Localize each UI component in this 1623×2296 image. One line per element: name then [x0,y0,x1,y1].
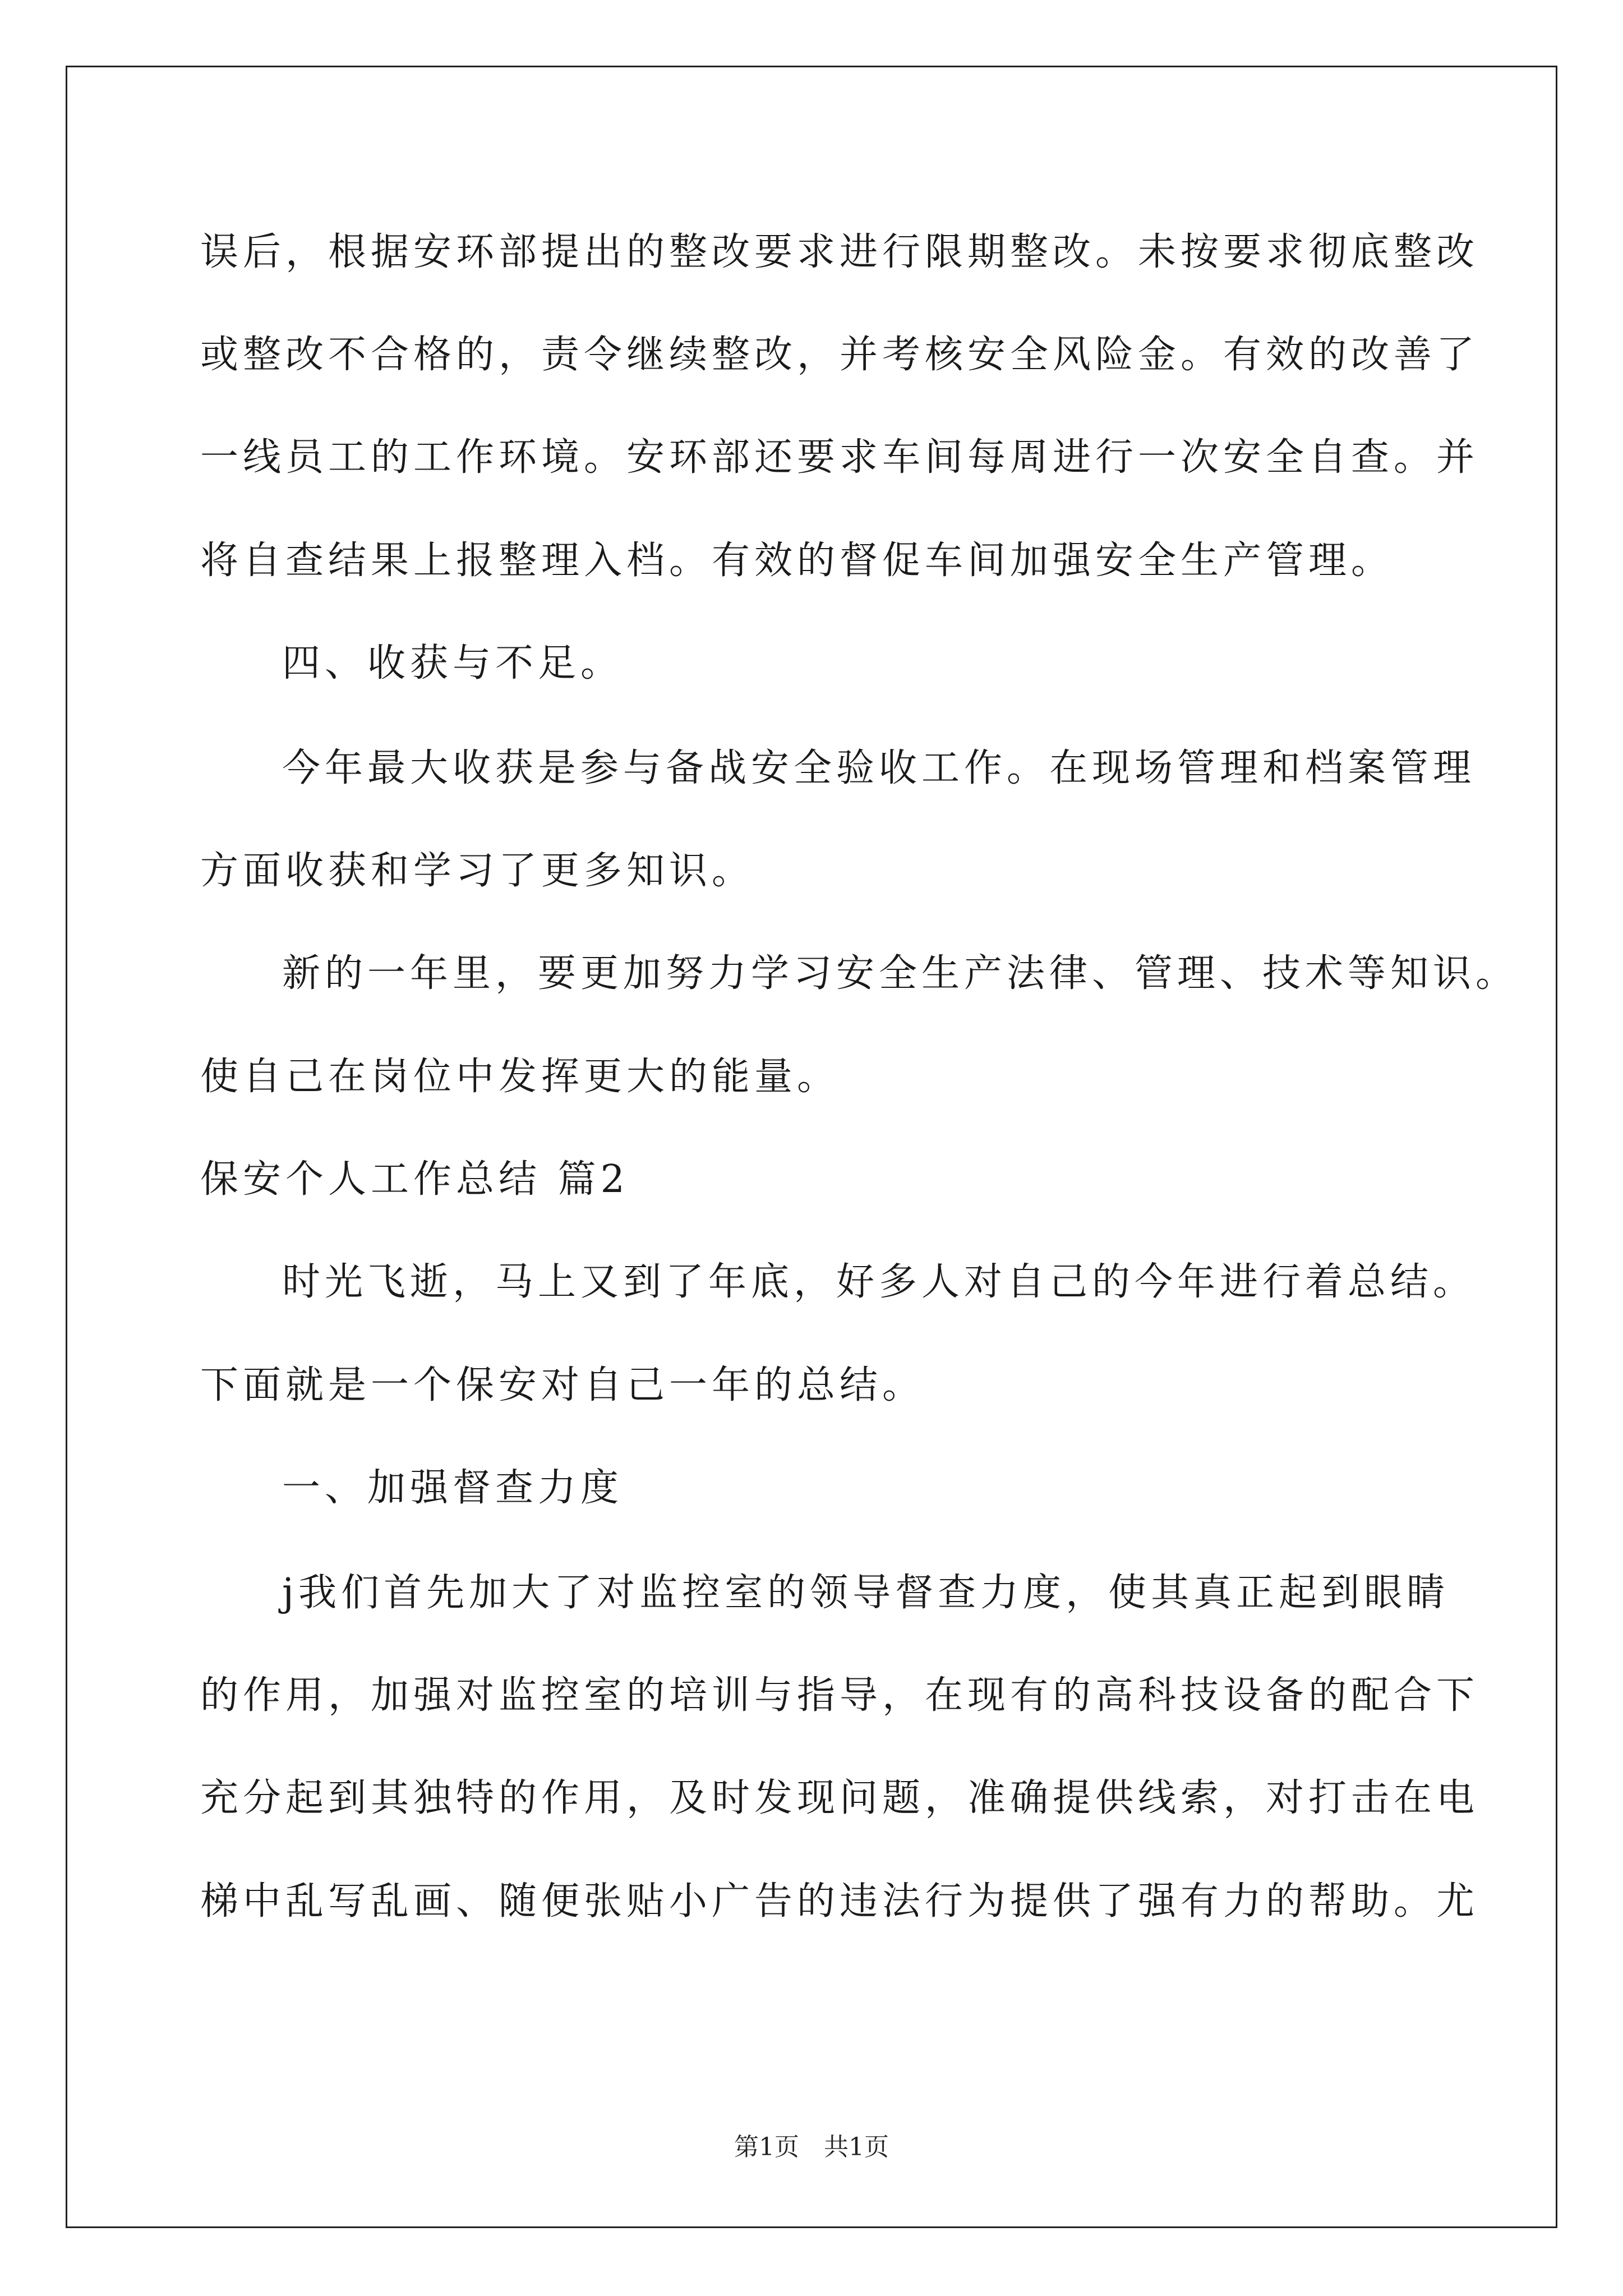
body-line-9: 使自己在岗位中发挥更大的能量。 [200,1055,840,1099]
body-line-3: 一线员工的工作环境。安环部还要求车间每周进行一次安全自查。并 [200,435,1479,480]
body-line-7: 方面收获和学习了更多知识。 [200,849,755,893]
body-line-12: 下面就是一个保安对自己一年的总结。 [200,1363,925,1407]
body-line-16: 充分起到其独特的作用，及时发现问题，准确提供线索，对打击在电 [200,1776,1479,1820]
article-title: 保安个人工作总结 篇2 [200,1157,629,1202]
body-line-15: 的作用，加强对监控室的培训与指导，在现有的高科技设备的配合下 [200,1673,1479,1718]
body-line-14: j我们首先加大了对监控室的领导督查力度，使其真正起到眼睛 [282,1571,1450,1615]
body-line-17: 梯中乱写乱画、随便张贴小广告的违法行为提供了强有力的帮助。尤 [200,1879,1479,1924]
body-line-8: 新的一年里，要更加努力学习安全生产法律、管理、技术等知识。 [282,951,1519,996]
section-heading-4: 四、收获与不足。 [282,641,624,685]
body-line-6: 今年最大收获是参与备战安全验收工作。在现场管理和档案管理 [282,746,1476,790]
body-line-2: 或整改不合格的，责令继续整改，并考核安全风险金。有效的改善了 [200,333,1479,377]
body-line-11: 时光飞逝，马上又到了年底，好多人对自己的今年进行着总结。 [282,1260,1476,1304]
page-footer: 第1页 共1页 [734,2133,889,2161]
body-line-4: 将自查结果上报整理入档。有效的督促车间加强安全生产管理。 [200,539,1394,583]
section-heading-1: 一、加强督查力度 [282,1466,624,1510]
body-line-1: 误后，根据安环部提出的整改要求进行限期整改。未按要求彻底整改 [200,230,1479,274]
